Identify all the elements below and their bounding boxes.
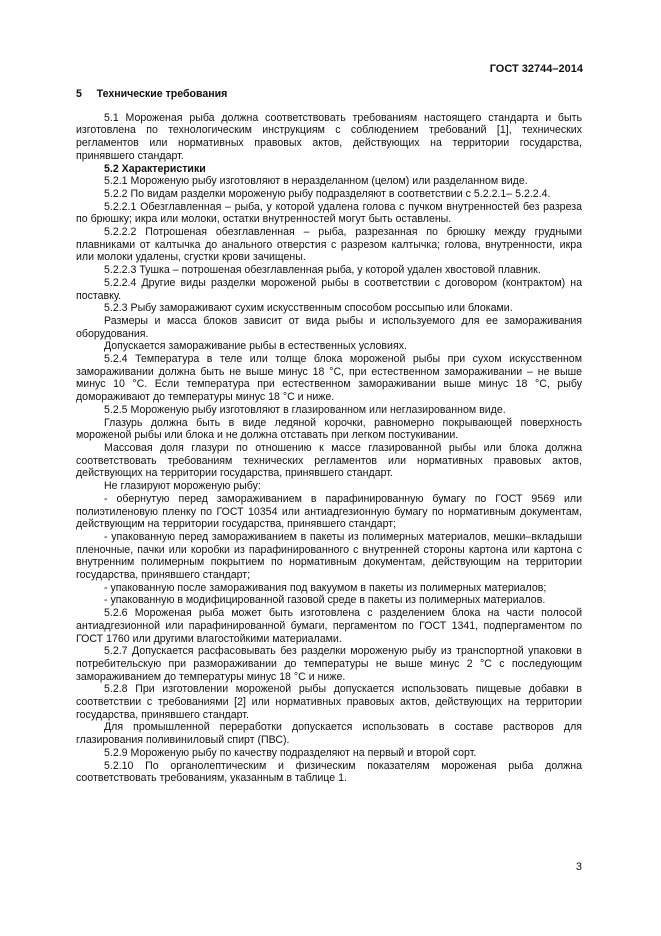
page-number: 3: [575, 861, 582, 873]
paragraph-5-2-7: 5.2.7 Допускается расфасовывать без разделки мороженую рыбу из транспортной упаковки в потребительскую при размораживании до температуры не выше минус 2 °С с последующим замораживанием до температуры минус 18 °С и ниже.: [76, 645, 582, 683]
paragraph-pvs: Для промышленной переработки допускается использовать в составе растворов для глазирования поливиниловый спирт (ПВС).: [76, 721, 582, 747]
section-number: 5: [76, 88, 82, 100]
list-item-modified-gas: - упакованную в модифицированной газовой среде в пакеты из полимерных материалов.: [104, 594, 546, 607]
paragraph-glaze: Глазурь должна быть в виде ледяной корочки, равномерно покрывающей поверхность мороженой рыбы или блока и не должна отставать при легком постукивании.: [76, 416, 582, 442]
section-title: Технические требования: [96, 88, 228, 100]
paragraph-5-2-9: 5.2.9 Мороженую рыбу по качеству подразделяют на первый и второй сорт.: [104, 746, 477, 759]
paragraph-5-2-2-1: 5.2.2.1 Обезглавленная – рыба, у которой удалена голова с пучком внутренностей без разреза по брюшку; икра или молоки, остатки внутренностей могут быть оставлены.: [76, 200, 582, 226]
section-heading: [76, 88, 582, 101]
paragraph-5-2-2-4: 5.2.2.4 Другие виды разделки мороженой рыбы в соответствии с договором (контрактом) на поставку.: [76, 276, 582, 302]
subsection-heading-5-2: 5.2 Характеристики: [104, 162, 206, 175]
paragraph-glaze-mass: Массовая доля глазури по отношению к массе глазированной рыбы или блока должна соответствовать требованиям технических регламентов или нормативных правовых актов, действующих на территории государства, принявшего стандарт.: [76, 441, 582, 480]
paragraph-5-2-5: 5.2.5 Мороженую рыбу изготовляют в глазированном или неглазированном виде.: [104, 403, 506, 416]
paragraph-5-2-6: 5.2.6 Мороженая рыба может быть изготовлена с разделением блока на части полосой антиадгезионной или парафинированной бумаги, пергаментом по ГОСТ 1341, подпергаментом по ГОСТ 1760 или другими влагостойкими материалами.: [76, 607, 582, 645]
list-item-wrapped: - обернутую перед замораживанием в парафинированную бумагу по ГОСТ 9569 или полиэтиленовую пленку по ГОСТ 10354 или антиадгезионную бумагу по нормативным документам, действующим на территории государства, принявшего стандарт;: [76, 492, 582, 531]
paragraph-5-2-1: 5.2.1 Мороженую рыбу изготовляют в неразделанном (целом) или разделанном виде.: [104, 175, 528, 188]
paragraph-5-2-3: 5.2.3 Рыбу замораживают сухим искусственным способом россыпью или блоками.: [104, 302, 513, 315]
document-id-header: ГОСТ 32744–2014: [489, 63, 583, 75]
paragraph-5-2-2-2: 5.2.2.2 Потрошеная обезглавленная – рыба, разрезанная по брюшку между грудными плавниками от калтычка до анального отверстия с разрезом калтычка; голова, внутренности, икра или молоки удалены, сгустки крови зачищены.: [76, 226, 582, 264]
paragraph-5-2-10: 5.2.10 По органолептическим и физическим показателям мороженая рыба должна соответствовать требованиям, указанным в таблице 1.: [76, 759, 582, 785]
list-item-packed-before: - упакованную перед замораживанием в пакеты из полимерных материалов, мешки–вкладыши пленочные, пачки или коробки из парафинированного с внутренней стороны картона или картона с внутренним полимерным покрытием по нормативным документам, действующим на территории государства, принявшего стандарт;: [76, 530, 582, 582]
paragraph-5-2-2-3: 5.2.2.3 Тушка – потрошеная обезглавленная рыба, у которой удален хвостовой плавник.: [104, 264, 541, 277]
paragraph-5-2-4: 5.2.4 Температура в теле или толще блока мороженой рыбы при сухом искусственном замораживании должна быть не выше минус 18 °С, при естественном замораживании – не выше минус 10 °С. Если температура при естественном замораживании выше минус 18 °С, рыбу домораживают до температуры минус 18 °С и ниже.: [76, 353, 582, 404]
paragraph-natural-freezing: Допускается замораживание рыбы в естественных условиях.: [104, 340, 407, 353]
document-body: [76, 88, 582, 785]
paragraph-5-2-8: 5.2.8 При изготовлении мороженой рыбы допускается использовать пищевые добавки в соответствии с требованиями [2] или нормативных правовых актов, действующих на территории государства, принявшего стандарт.: [76, 683, 582, 721]
paragraph-5-1: 5.1 Мороженая рыба должна соответствовать требованиям настоящего стандарта и быть изготовлена по технологическим инструкциям с соблюдением требований [1], технических регламентов или нормативных правовых актов, действующих на территории государства, принявшего стандарт.: [76, 111, 582, 162]
paragraph-block-size: Размеры и масса блоков зависит от вида рыбы и используемого для ее замораживания оборудования.: [76, 314, 582, 340]
list-item-vacuum: - упакованную после замораживания под вакуумом в пакеты из полимерных материалов;: [104, 581, 547, 594]
paragraph-not-glazed: Не глазируют мороженую рыбу:: [104, 480, 261, 493]
paragraph-5-2-2: 5.2.2 По видам разделки мороженую рыбу подразделяют в соответствии с 5.2.2.1– 5.2.2.4.: [104, 187, 551, 200]
